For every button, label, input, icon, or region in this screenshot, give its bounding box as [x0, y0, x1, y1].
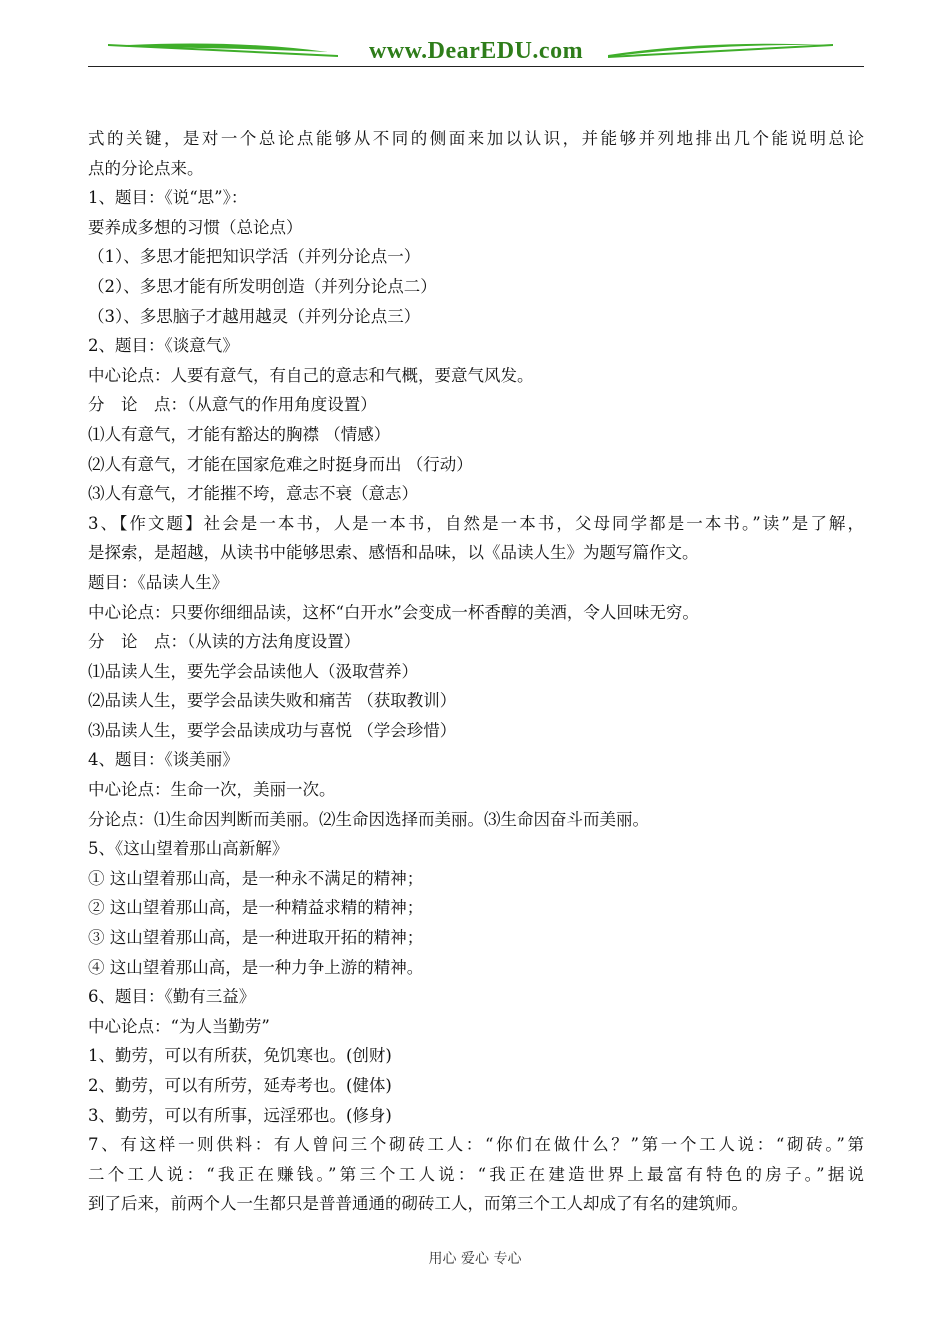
text-line: 5、《这山望着那山高新解》 [88, 839, 289, 859]
text-line: 4、题目：《谈美丽》 [88, 750, 239, 770]
text-line: 是探索，是超越，从读书中能够思索、感悟和品味，以《品读人生》为题写篇作文。 [88, 543, 699, 563]
text-line: ⑵品读人生，要学会品读失败和痛苦 （获取教训） [88, 691, 457, 711]
text-line: 中心论点：“为人当勤劳” [88, 1016, 270, 1036]
text-line: ④ 这山望着那山高，是一种力争上游的精神。 [88, 957, 424, 977]
text-line: 到了后来，前两个人一生都只是普普通通的砌砖工人，而第三个工人却成了有名的建筑师。 [88, 1194, 748, 1214]
text-line: 题目：《品读人生》 [88, 572, 229, 592]
text-line: ⑶人有意气，才能摧不垮，意志不衰（意志） [88, 484, 418, 504]
text-line: （1）、多思才能把知识学活（并列分论点一） [88, 247, 421, 267]
page-header [88, 28, 864, 68]
text-line: 点的分论点来。 [88, 158, 204, 178]
text-line: 3、勤劳，可以有所事，远淫邪也。(修身) [88, 1105, 392, 1125]
text-line: ① 这山望着那山高，是一种永不满足的精神； [88, 868, 424, 888]
text-line: ③ 这山望着那山高，是一种进取开拓的精神； [88, 928, 424, 948]
text-line: ⑴人有意气，才能有豁达的胸襟 （情感） [88, 424, 391, 444]
text-line: ⑵人有意气，才能在国家危难之时挺身而出 （行动） [88, 454, 473, 474]
text-line: 分论点：⑴生命因判断而美丽。⑵生命因选择而美丽。⑶生命因奋斗而美丽。 [88, 809, 649, 829]
text-line: 中心论点：只要你细细品读，这杯“白开水”会变成一杯香醇的美酒，令人回味无穷。 [88, 602, 699, 622]
text-line: 中心论点：生命一次，美丽一次。 [88, 780, 336, 800]
text-line: ⑶品读人生，要学会品读成功与喜悦 （学会珍惜） [88, 720, 457, 740]
text-line: （2）、多思才能有所发明创造（并列分论点二） [88, 276, 437, 296]
text-line: 2、题目：《谈意气》 [88, 336, 239, 356]
text-line: 分 论 点：（从读的方法角度设置） [88, 632, 361, 652]
text-line: ② 这山望着那山高，是一种精益求精的精神； [88, 898, 424, 918]
text-line: 7、有这样一则供料：有人曾问三个砌砖工人：“你们在做什么？”第一个工人说：“砌砖。”第 [88, 1135, 864, 1155]
text-line: （3）、多思脑子才越用越灵（并列分论点三） [88, 306, 421, 326]
text-line: 3、【作文题】社会是一本书，人是一本书，自然是一本书，父母同学都是一本书。”读”是了解， [88, 513, 864, 533]
text-line: 中心论点：人要有意气，有自己的意志和气概，要意气风发。 [88, 365, 534, 385]
text-line: ⑴品读人生，要先学会品读他人（汲取营养） [88, 661, 418, 681]
text-line: 1、题目：《说“思”》： [88, 188, 248, 208]
text-line: 分 论 点：（从意气的作用角度设置） [88, 395, 377, 415]
header-divider [88, 66, 864, 67]
site-logo-text: www.DearEDU.com [368, 38, 584, 64]
text-line: 式的关键，是对一个总论点能够从不同的侧面来加以认识，并能够并列地排出几个能说明总论 [88, 129, 864, 148]
text-line: 二个工人说：“我正在赚钱。”第三个工人说：“我正在建造世界上最富有特色的房子。”据说 [88, 1164, 864, 1184]
text-line: 6、题目：《勤有三益》 [88, 987, 256, 1007]
document-body [88, 124, 868, 1219]
page-footer: 用心 爱心 专心 [428, 1251, 522, 1267]
text-line: 1、勤劳，可以有所获，免饥寒也。(创财) [88, 1046, 392, 1066]
text-line: 要养成多想的习惯（总论点） [88, 217, 303, 237]
text-line: 2、勤劳，可以有所劳，延寿考也。(健体) [88, 1076, 392, 1095]
